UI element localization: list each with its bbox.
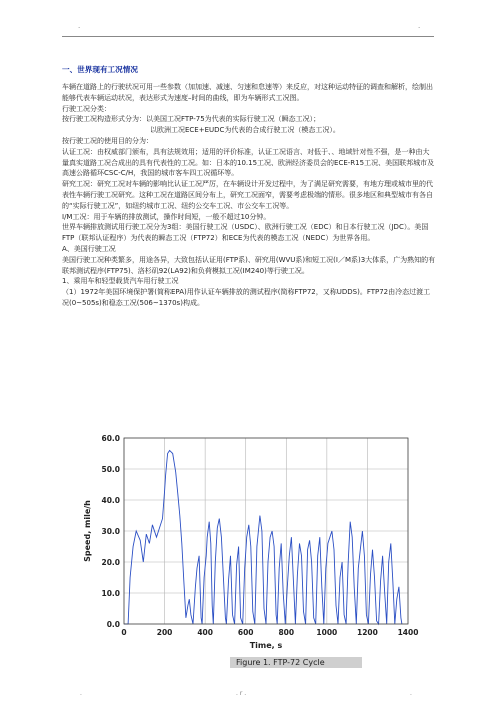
paragraph: 美国行驶工况种类繁多，用途各异，大致包括认证用(FTP系)、研究用(WVU系)和短工况(I／M系)3大体系，广为熟知的有联邦测试程序(FTP75)、洛杉矶92(LA92)和负荷模拟工况(IM240)等行驶工况。 — [62, 255, 436, 275]
x-tick-label: 600 — [237, 628, 254, 637]
y-tick-label: 40.0 — [101, 496, 120, 505]
y-tick-label: 20.0 — [101, 558, 120, 567]
y-tick-labels — [101, 434, 120, 629]
paragraph: （1）1972年美国环境保护署(简称EPA)用作认证车辆排放的测试程序(简称FTP72，又称UDDS)。FTP72由冷态过渡工况(0~505s)和稳态工况(506~1370s)构成。 — [62, 288, 431, 307]
section-title: 一、世界现有工况情况 — [62, 65, 138, 74]
paragraph: 研究工况：研究工况对车辆的影响比认证工况严厉，在车辆设计开发过程中，为了满足研究需要，有地方理或城市里的代表性车辆行驶工况研究。这种工况在道路区间分布上，研究工况面窄，需要考虑极端的情形。很多地区和典型城市有各自的“实际行驶工况”，如纽约城市工况、纽约公交车工况、市公交车工况等。 — [62, 180, 433, 210]
paragraph: 世界车辆排放测试用行驶工况分为3组：美国行驶工况（USDC）、欧洲行驶工况（EDC）和日本行驶工况（JDC）。美国FTP（联邦认证程序）为代表的瞬态工况（FTP72）和ECE为代表的模态工况（NEDC）为世界各用。 — [62, 223, 429, 243]
y-tick-label: 10.0 — [101, 589, 120, 598]
speed-series-line — [124, 450, 402, 624]
x-tick-label: 0 — [121, 628, 127, 637]
y-tick-label: 50.0 — [101, 465, 120, 474]
y-tick-label: 30.0 — [101, 527, 120, 536]
x-axis-label: Time, s — [249, 641, 283, 650]
x-tick-label: 1400 — [397, 628, 419, 637]
footer-center-mark: . r . — [236, 690, 247, 697]
paragraph: 行驶工况分类： — [62, 104, 111, 113]
y-axis-label: Speed, mile/h — [83, 500, 92, 562]
paragraph: 认证工况：由权威部门颁布，具有法规效用；适用的评价标准，认证工况语言、对低于、、地域针对性不强，是一种由大量真实道路工况合成出的具有代表性的工况。如：日本的10.15工况、欧洲经济委员会的ECE-R15工况、美国联邦城市及高速公路循环CSC-C/H，我国的城市客车四工况循环等。 — [62, 147, 435, 178]
figure-caption: Figure 1. FTP-72 Cycle — [236, 658, 325, 667]
paragraph: 以欧洲工况ECE+EUDC为代表的合成行驶工况（模态工况）。 — [150, 126, 340, 135]
footer-right-mark: . — [410, 690, 412, 697]
paragraph: I/M工况：用于车辆的排放测试，操作时间短，一般不超过10分钟。 — [62, 212, 271, 221]
x-tick-label: 400 — [197, 628, 213, 637]
y-tick-label: 60.0 — [101, 434, 120, 443]
body-text — [62, 82, 436, 309]
x-tick-label: 1000 — [316, 628, 338, 637]
ftp72-chart — [80, 430, 420, 664]
paragraph: 按行驶工况构造形式分为：以美国工况FTP-75为代表的实际行驶工况（瞬态工况）； — [62, 115, 321, 124]
header-rule — [62, 36, 434, 37]
x-tick-label: 1200 — [356, 628, 378, 637]
header-left-mark: . — [78, 22, 81, 30]
paragraph: 车辆在道路上的行驶状况可用一些参数（加加速、减速、匀速和怠速等）来反应，对这种运动特征的调查和解析，绘制出能够代表车辆运动状况，表达形式为速度–时间的曲线，即为车辆形式工况图。 — [62, 83, 433, 102]
header-right-mark: . — [418, 22, 421, 30]
paragraph: 1、乘用车和轻型载货汽车用行驶工况 — [62, 277, 179, 286]
paragraph: A、美国行驶工况 — [62, 244, 116, 253]
y-tick-label: 0.0 — [106, 620, 120, 629]
footer-left-mark: . — [80, 690, 82, 697]
x-tick-labels — [121, 628, 418, 637]
x-tick-label: 200 — [156, 628, 173, 637]
paragraph: 按行驶工况的使用目的分为： — [62, 136, 153, 145]
x-tick-label: 800 — [278, 628, 295, 637]
